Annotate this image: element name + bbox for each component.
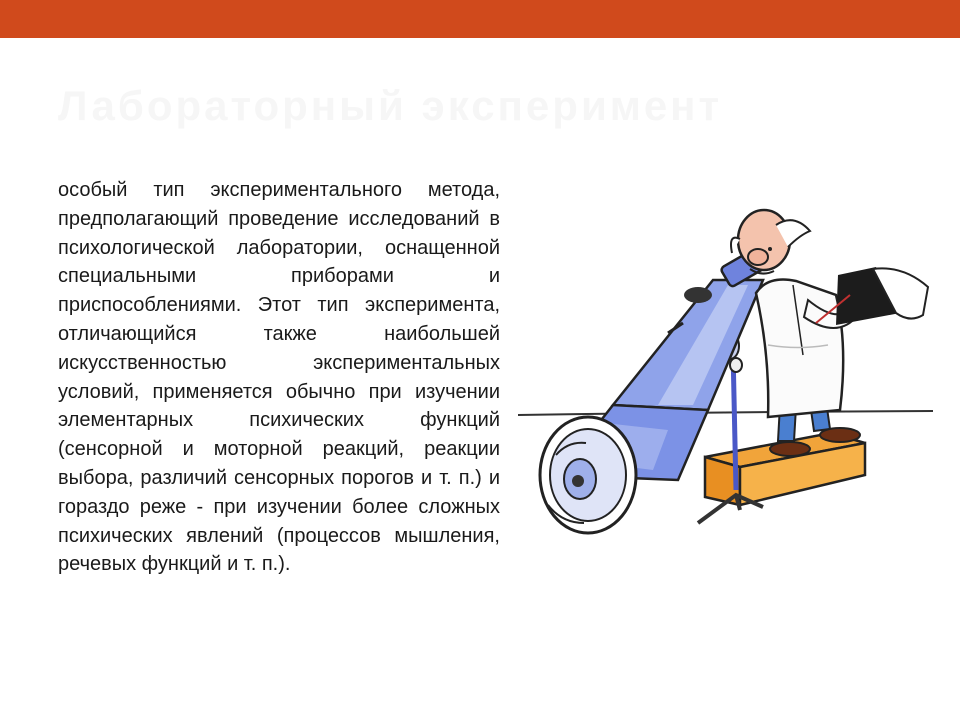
slide-title: Лабораторный эксперимент — [58, 82, 723, 129]
scientist-telescope-illustration — [518, 205, 938, 540]
floor-line — [518, 411, 933, 415]
scientist — [731, 210, 928, 456]
slide-body-text: особый тип экспериментального метода, предполагающий проведение исследований в психологической лаборатории, оснащенной специальными приборами и приспособлениями. Этот тип эксперимента, отличающийся также наибольшей искусственностью экспериментальных условий, применяется обычно при изучении элементарных психических функций (сенсорной и моторной реакций, реакции выбора, различий сенсорных порогов и т. п.) и гораздо реже - при изучении более сложных психических явлений (процессов мышления, речевых функций и т. п.). — [58, 179, 500, 576]
header-accent-bar — [0, 0, 960, 38]
